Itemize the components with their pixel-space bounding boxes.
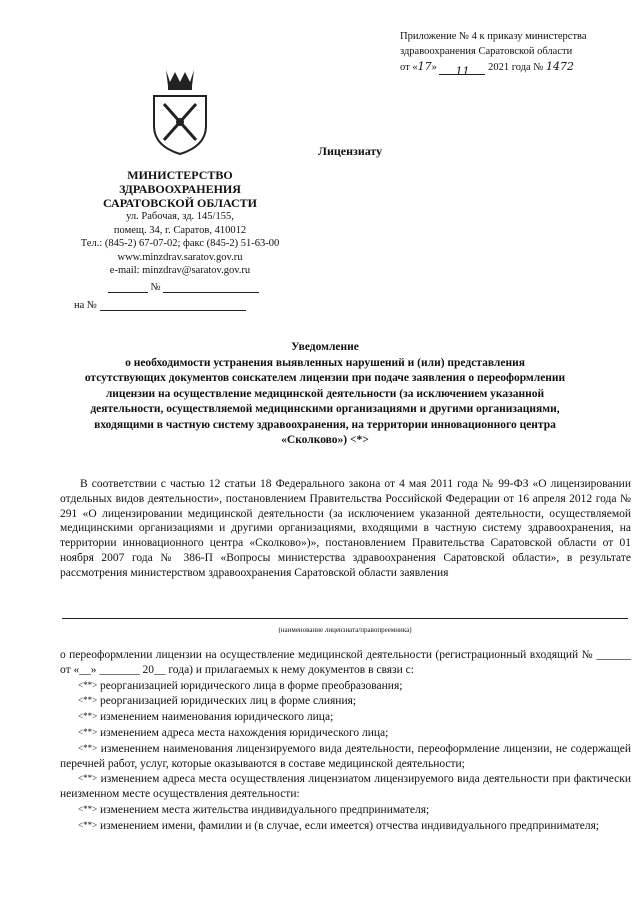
outgoing-date-blank xyxy=(108,282,148,293)
paragraph-legal-basis: В соответствии с частью 12 статьи 18 Федерального закона от 4 мая 2011 года № 99-ФЗ «О лицензировании отдельных видов деятельности», постановлением Правительства Российской Федерации от 16 апреля 2012 года № 291 «О лицензировании медицинской деятельности (за исключением указанной деятельности, осуществляемой медицинскими организациями и другими организациями, входящими в частную систему здравоохранения, на территории инновационного центра «Сколково»)», постановлением Правительства Саратовской области от 01 ноября 2007 года № 386-П «Вопросы министерства здравоохранения Саратовской области», в результате рассмотрения министерством здравоохранения Саратовской области заявления xyxy=(60,478,631,579)
licensee-name-caption: (наименование лицензиата/правопреемника) xyxy=(278,626,412,634)
footnote-marker: <**> xyxy=(78,803,98,814)
ministry-block xyxy=(60,168,300,278)
appendix-day: 17 xyxy=(417,60,432,73)
reason-item xyxy=(60,693,631,709)
notice-heading-line-6: «Сколково») <*> xyxy=(281,434,369,446)
body-section-1 xyxy=(60,477,631,581)
notice-heading-line-1: о необходимости устранения выявленных нарушений и (или) представления xyxy=(125,356,525,369)
reason-text: изменением имени, фамилии и (в случае, если имеется) отчества индивидуального предпринимателя; xyxy=(100,819,600,832)
licensee-name-line xyxy=(62,618,628,619)
reason-item xyxy=(60,818,631,834)
outgoing-number-label: № xyxy=(150,282,161,293)
reason-text: изменением наименования юридического лица; xyxy=(100,711,334,724)
outgoing-number-line xyxy=(108,282,259,293)
outgoing-number-blank xyxy=(163,282,259,293)
footnote-marker: <**> xyxy=(78,726,98,737)
appendix-from-label: от « xyxy=(400,62,418,73)
reason-item xyxy=(60,771,631,802)
ministry-name-line-3: САРАТОВСКОЙ ОБЛАСТИ xyxy=(102,196,258,210)
notice-heading-line-2: отсутствующих документов соискателем лицензии при подаче заявления о переоформлении xyxy=(84,372,566,384)
reason-text: изменением наименования лицензируемого вида деятельности, переоформление лицензии, не содержащей перечней работ, услуг, которые оказываются в составе медицинской деятельности; xyxy=(60,742,631,770)
reason-item xyxy=(60,802,631,818)
footnote-marker: <**> xyxy=(78,742,98,753)
appendix-date-line xyxy=(400,59,630,78)
ministry-address-1: ул. Рабочая, зд. 145/155, xyxy=(126,211,234,222)
notice-title: Уведомление xyxy=(291,341,359,353)
appendix-note xyxy=(400,29,630,78)
reason-item xyxy=(60,678,631,694)
ministry-address-2: помещ. 34, г. Саратов, 410012 xyxy=(113,224,247,236)
notice-heading-line-4: деятельности, осуществляемой медицинскими организациями и другими организациями, xyxy=(90,403,560,415)
footnote-marker: <**> xyxy=(78,773,98,784)
notice-heading-line-5: входящими в частную систему здравоохранения, на территории инновационного центра xyxy=(94,418,556,431)
reason-text: изменением адреса места осуществления лицензиатом лицензируемого вида деятельности при фактически неизменном месте осуществления деятельности: xyxy=(60,773,632,801)
footnote-marker: <**> xyxy=(78,711,98,722)
notice-heading-line-3: лицензии на осуществление медицинской деятельности (за исключением указанной xyxy=(105,387,545,400)
ministry-email: e-mail: minzdrav@saratov.gov.ru xyxy=(109,265,251,276)
appendix-line-1: Приложение № 4 к приказу министерства xyxy=(400,31,587,42)
appendix-month-field xyxy=(439,64,485,78)
appendix-month: 11 xyxy=(455,65,470,78)
appendix-number: 1472 xyxy=(545,60,574,73)
paragraph-reissue-request: о переоформлении лицензии на осуществление медицинской деятельности (регистрационный входящий № ______ от «__» _______ 20__ года) и прилагаемых к нему документов в связи с: xyxy=(60,649,631,676)
reason-text: реорганизацией юридического лица в форме преобразования; xyxy=(100,679,403,692)
reason-text: изменением места жительства индивидуального предпринимателя; xyxy=(100,803,430,816)
appendix-year-text: 2021 года № xyxy=(488,62,544,73)
licensee-label: Лицензиату xyxy=(318,144,383,158)
footnote-marker: <**> xyxy=(78,695,98,706)
body-section-2 xyxy=(60,648,631,834)
reason-item xyxy=(60,741,631,772)
ministry-name-line-1: МИНИСТЕРСТВО xyxy=(127,168,233,182)
ministry-website: www.minzdrav.saratov.gov.ru xyxy=(117,251,243,263)
reference-number-blank xyxy=(100,300,246,311)
reference-number-line xyxy=(74,300,246,311)
reason-item xyxy=(60,725,631,741)
ministry-name-line-2: ЗДРАВООХРАНЕНИЯ xyxy=(119,182,241,196)
reason-text: реорганизацией юридических лиц в форме слияния; xyxy=(100,695,357,708)
reason-text: изменением адреса места нахождения юридического лица; xyxy=(100,726,389,739)
footnote-marker: <**> xyxy=(78,679,98,690)
footnote-marker: <**> xyxy=(78,819,98,830)
ministry-phone: Тел.: (845-2) 67-07-02; факс (845-2) 51-63-00 xyxy=(80,238,280,249)
reason-item xyxy=(60,709,631,725)
appendix-day-close: » xyxy=(431,62,437,73)
saratov-coat-of-arms-icon xyxy=(146,66,214,156)
reference-number-label: на № xyxy=(74,300,97,311)
notice-heading xyxy=(60,340,590,449)
appendix-line-2: здравоохранения Саратовской области xyxy=(400,46,573,57)
